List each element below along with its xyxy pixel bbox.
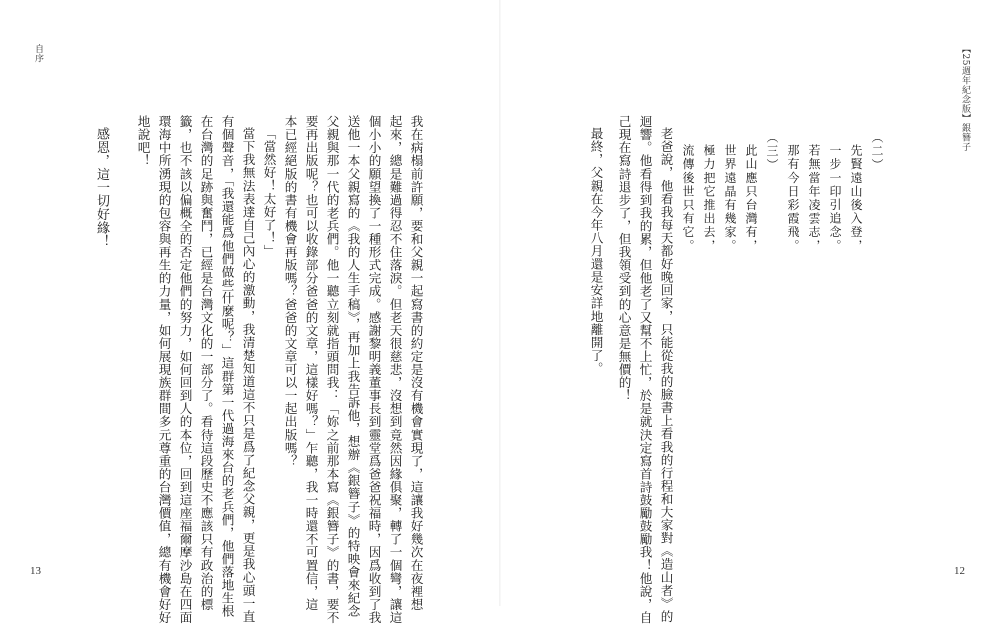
- right-text-column: 迴響。他看得到我的累，但他老了又幫不上忙，於是就決定寫首詩鼓勵鼓勵我！他說，自: [637, 115, 653, 624]
- right-text-column: 最終，父親在今年八月還是安詳地離開了。: [588, 127, 604, 375]
- poem-line: 世界遠晶有幾家。: [723, 144, 737, 253]
- poem-line: 先賢遠山後入登，: [849, 144, 863, 253]
- right-text-column: 老爸說，他看我每天都好晚回家，只能從我的臉書上看我的行程和大家對《造山者》的: [658, 127, 674, 623]
- poem-line: 若無當年凌雲志，: [807, 144, 821, 253]
- poem-section-heading: （三）: [765, 131, 779, 172]
- left-text-column: 當下我無法表達自己內心的激動，我清楚知道這不只是爲了紀念父親，更是我心頭一直: [240, 127, 256, 623]
- right-page-number: 12: [954, 565, 965, 577]
- right-running-head: 【25週年紀念版】銀簪子: [960, 44, 970, 152]
- left-text-column: 在台灣的足跡與奮鬥，已經是台灣文化的一部分了。看待這段歷史不應該只有政治的標: [198, 115, 214, 611]
- poem-line: 一步一印引追念。: [828, 144, 842, 253]
- left-text-column: 個小小的願望換了一種形式完成。感謝黎明義董事長到靈堂爲爸爸祝福時，因爲收到了我: [366, 115, 382, 624]
- poem-line: 流傳後世只有它。: [681, 144, 695, 253]
- left-text-column: 有個聲音，「我還能爲他們做些什麼呢？」這群第一代過海來台的老兵們，他們落地生根: [219, 115, 235, 618]
- left-text-column: 起來，總是難過得忍不住落淚。但老天很慈悲，沒想到竟然因緣俱聚，轉了一個彎，讓這: [387, 115, 403, 624]
- left-text-column: 父親與那一代的老兵們。他一聽立刻就指頭問我：「妳之前那本寫《銀簪子》的書，要不: [324, 115, 340, 624]
- left-text-column: 要再出版呢？也可以收錄部分爸爸的文章，這樣好嗎？」乍聽，我一時還不可置信，這: [303, 115, 319, 611]
- poem-line: 此山應只台灣有，: [744, 144, 758, 253]
- left-text-column: 送他一本父親寫的《我的人生手稿》，再加上我告訴他，想辦《銀簪子》的特映會來紀念: [345, 115, 361, 618]
- left-text-column: 「當然好！太好了！」: [261, 127, 277, 258]
- poem-section-heading: （二）: [870, 131, 884, 172]
- right-text-column: 己現在寫詩退步了，但我領受到的心意是無價的！: [616, 115, 632, 403]
- left-page-number: 13: [30, 565, 41, 577]
- left-text-column: 感恩，這一切好緣！: [94, 127, 109, 249]
- left-text-column: 籤，也不該以偏概全的否定他們的努力，如何回到人的本位，回到這座福爾摩沙島在四面: [177, 115, 193, 624]
- poem-line: 極力把它推出去，: [702, 144, 716, 253]
- left-text-column: 環海中所湧現的包容與再生的力量，如何展現族群間多元尊重的台灣價值，總有機會好好: [156, 115, 172, 624]
- poem-line: 那有今日彩霞飛。: [786, 144, 800, 253]
- left-text-column: 本已經絕版的書有機會再版嗎？爸爸的文章可以一起出版嗎？: [282, 115, 298, 468]
- left-text-column: 我在病榻前許願，要和父親一起寫書的約定是沒有機會實現了，這讓我好幾次在夜裡想: [408, 115, 424, 611]
- left-running-head: 自序: [33, 44, 43, 63]
- page-gutter: [499, 0, 501, 606]
- left-text-column: 地說吧！: [135, 115, 151, 168]
